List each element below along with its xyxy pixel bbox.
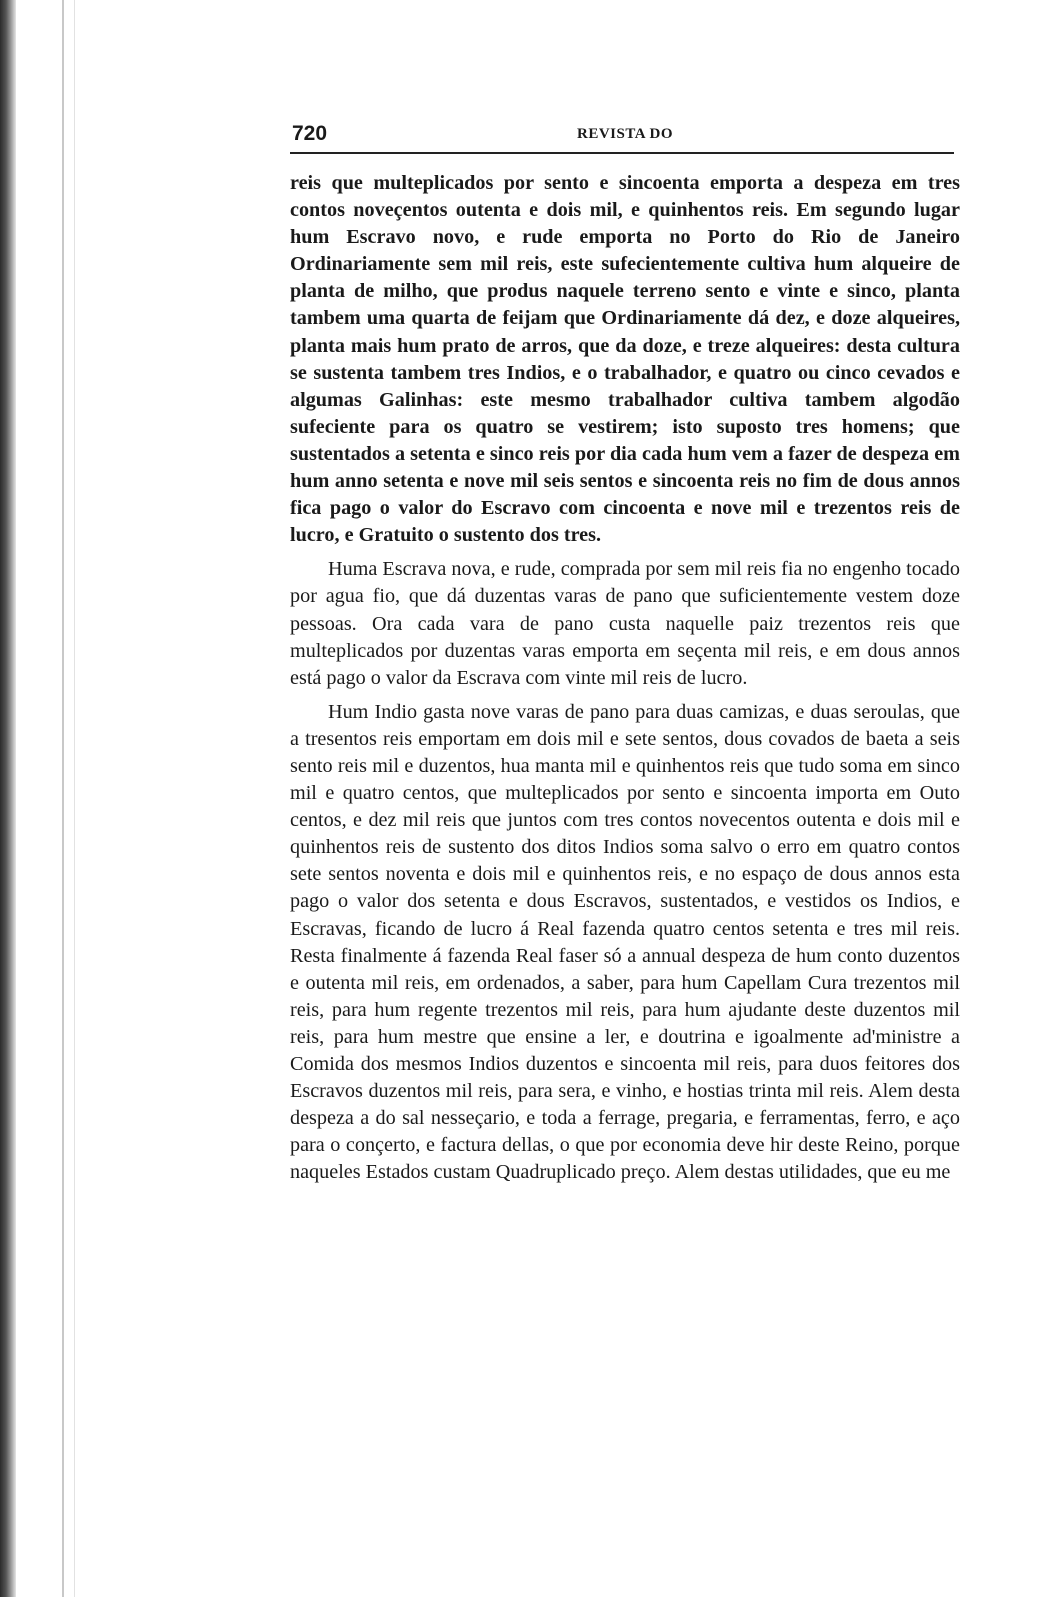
binding-line-faint <box>74 0 75 1597</box>
book-spine-shadow <box>0 0 16 1597</box>
page-number: 720 <box>292 122 328 145</box>
paragraph-indio: Hum Indio gasta nove varas de pano para duas camizas, e duas seroulas, que a tresentos reis emportam em dois mil e sete sentos, dous covados de baeta a seis sento reis mil e duzentos, hua manta mil e quinhentos reis que tudo soma em sinco mil e quatro centos, que multeplicados por sento e sincoenta importa em Outo centos, e dez mil reis que juntos com tres contos novecentos outenta e dois mil e quinhentos reis de sustento dos ditos Indios soma salvo o erro em quatro contos sete sentos noventa e dois mil e quinhentos reis, e no espaço de dous annos esta pago o valor dos setenta e dous Escravos, sustentados, e vestidos os Indios, e Escravas, ficando de lucro á Real fazenda quatro centos setenta e tres mil reis. Resta finalmente á fazenda Real faser só a annual despeza de hum conto duzentos e outenta mil reis, em ordenados, a saber, para hum Capellam Cura trezentos mil reis, para hum regente trezentos mil reis, para hum ajudante deste duzentos mil reis, para hum mestre que ensine a ler, e doutrina e igoalmente ad'ministre a Comida dos mesmos Indios duzentos e sincoenta mil reis, para duos feitores dos Escravos duzentos mil reis, para sera, e vinho, e hostias trinta mil reis. Alem desta despeza a do sal nesseçario, e toda a ferrage, pregaria, e ferramentas, ferro, e aço para o conçerto, e factura dellas, o que por economia deve hir deste Reino, porque naqueles Estados custam Quadruplicado preço. Alem destas utilidades, que eu me <box>290 700 960 1184</box>
paragraph-continued: reis que multeplicados por sento e sincoenta emporta a despeza em tres contos noveçentos outenta e dois mil, e quinhentos reis. Em segundo lugar hum Escravo novo, e rude emporta no Porto do Rio de Janeiro Ordinariamente sem mil reis, este sufecientemente cultiva hum alqueire de planta de milho, que produs naquele terreno sento e vinte e sinco, planta tambem uma quarta de feijam que Ordinariamente dá dez, e doze alqueires, planta mais hum prato de arros, que da doze, e treze alqueires: desta cultura se sustenta tambem tres Indios, e o trabalhador, e quatro ou cinco cevados e algumas Galinhas: este mesmo trabalhador cultiva tambem algodão sufeciente para os quatro se vestirem; isto suposto tres homens; que sustentados a setenta e sinco reis por dia cada hum vem a fazer de despeza em hum anno setenta e nove mil seis sentos e sincoenta reis no fim de dous annos fica pago o valor do Escravo com cincoenta e nove mil e trezentos reis de lucro, e Gratuito o sustento dos tres. <box>290 172 960 547</box>
body-text <box>290 170 960 1186</box>
page-header <box>290 118 960 146</box>
header-rule <box>290 152 954 154</box>
paragraph-escrava: Huma Escrava nova, e rude, comprada por sem mil reis fia no engenho tocado por agua fio, que dá duzentas varas de pano que suficientemente vestem doze pessoas. Ora cada vara de pano custa naquelle paiz trezentos reis que multeplicados por duzentas varas emporta em seçenta mil reis, e em dous annos está pago o valor da Escrava com vinte mil reis de lucro. <box>290 558 960 689</box>
running-head: REVISTA DO <box>577 126 673 142</box>
binding-line <box>62 0 64 1597</box>
page <box>290 118 960 1193</box>
